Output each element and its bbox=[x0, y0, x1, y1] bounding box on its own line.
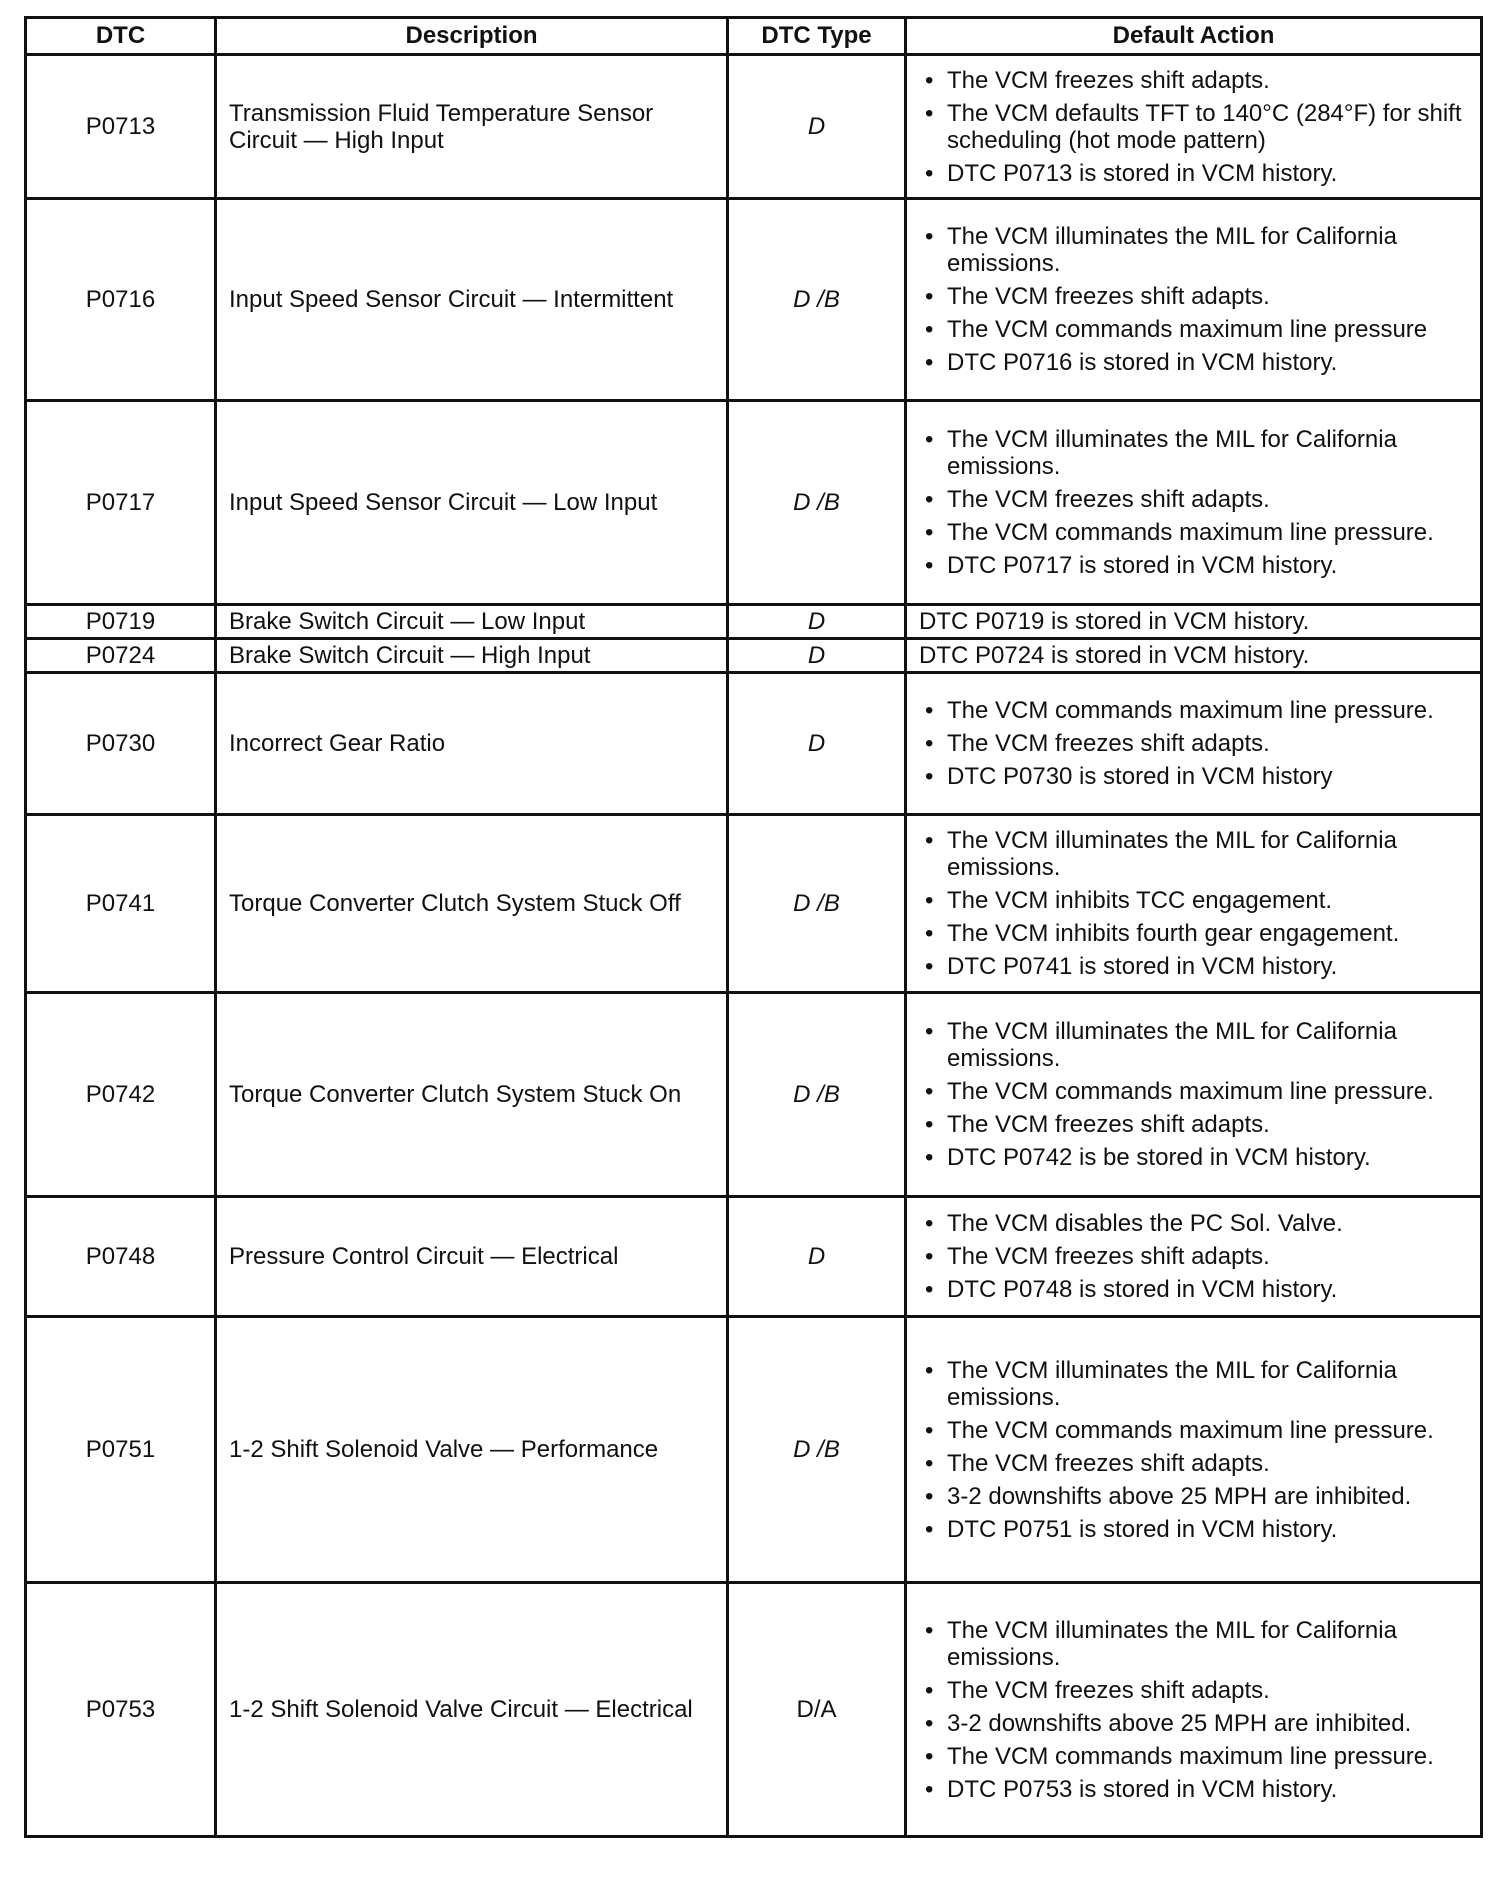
dtc-type: D bbox=[728, 605, 906, 639]
dtc-description: Torque Converter Clutch System Stuck On bbox=[216, 993, 728, 1197]
action-item: • 3-2 downshifts above 25 MPH are inhibited. bbox=[947, 1710, 1472, 1737]
dtc-code: P0716 bbox=[26, 199, 216, 401]
dtc-type: D /B bbox=[728, 401, 906, 605]
table-row bbox=[26, 605, 1482, 639]
default-action bbox=[906, 815, 1482, 993]
action-item: • The VCM freezes shift adapts. bbox=[947, 486, 1472, 513]
dtc-type: D /B bbox=[728, 993, 906, 1197]
action-item: • The VCM freezes shift adapts. bbox=[947, 67, 1472, 94]
action-item: • The VCM illuminates the MIL for California emissions. bbox=[947, 1357, 1472, 1411]
default-action: DTC P0724 is stored in VCM history. bbox=[906, 639, 1482, 673]
dtc-code: P0719 bbox=[26, 605, 216, 639]
default-action bbox=[906, 199, 1482, 401]
action-list bbox=[917, 1210, 1472, 1303]
action-item: • The VCM commands maximum line pressure. bbox=[947, 1743, 1472, 1770]
action-item: • The VCM inhibits fourth gear engagement. bbox=[947, 920, 1472, 947]
default-action: DTC P0719 is stored in VCM history. bbox=[906, 605, 1482, 639]
table-row bbox=[26, 673, 1482, 815]
action-item: • DTC P0717 is stored in VCM history. bbox=[947, 552, 1472, 579]
dtc-code: P0742 bbox=[26, 993, 216, 1197]
default-action bbox=[906, 993, 1482, 1197]
action-item: • The VCM illuminates the MIL for California emissions. bbox=[947, 1617, 1472, 1671]
default-action bbox=[906, 1317, 1482, 1583]
action-item: • The VCM commands maximum line pressure bbox=[947, 316, 1472, 343]
action-list bbox=[917, 426, 1472, 579]
dtc-type: D bbox=[728, 639, 906, 673]
dtc-type: D /B bbox=[728, 815, 906, 993]
header-default-action: Default Action bbox=[906, 18, 1482, 55]
action-item: • The VCM illuminates the MIL for California emissions. bbox=[947, 1018, 1472, 1072]
dtc-code: P0713 bbox=[26, 55, 216, 199]
default-action bbox=[906, 1197, 1482, 1317]
dtc-code: P0724 bbox=[26, 639, 216, 673]
dtc-type: D bbox=[728, 1197, 906, 1317]
dtc-code: P0748 bbox=[26, 1197, 216, 1317]
action-item: • DTC P0713 is stored in VCM history. bbox=[947, 160, 1472, 187]
header-description: Description bbox=[216, 18, 728, 55]
dtc-description: Brake Switch Circuit — Low Input bbox=[216, 605, 728, 639]
dtc-table bbox=[24, 16, 1483, 1838]
dtc-description: Brake Switch Circuit — High Input bbox=[216, 639, 728, 673]
action-item: • The VCM illuminates the MIL for California emissions. bbox=[947, 426, 1472, 480]
action-item: • The VCM illuminates the MIL for California emissions. bbox=[947, 223, 1472, 277]
table-row bbox=[26, 199, 1482, 401]
dtc-description: Torque Converter Clutch System Stuck Off bbox=[216, 815, 728, 993]
action-item: • DTC P0730 is stored in VCM history bbox=[947, 763, 1472, 790]
dtc-description: Input Speed Sensor Circuit — Intermittent bbox=[216, 199, 728, 401]
action-item: • The VCM commands maximum line pressure. bbox=[947, 697, 1472, 724]
action-item: • The VCM commands maximum line pressure. bbox=[947, 519, 1472, 546]
dtc-description: 1-2 Shift Solenoid Valve — Performance bbox=[216, 1317, 728, 1583]
table-row bbox=[26, 55, 1482, 199]
dtc-type: D bbox=[728, 55, 906, 199]
action-item: • The VCM illuminates the MIL for California emissions. bbox=[947, 827, 1472, 881]
dtc-code: P0741 bbox=[26, 815, 216, 993]
dtc-code: P0751 bbox=[26, 1317, 216, 1583]
action-item: • The VCM inhibits TCC engagement. bbox=[947, 887, 1472, 914]
action-item: • The VCM freezes shift adapts. bbox=[947, 730, 1472, 757]
dtc-code: P0717 bbox=[26, 401, 216, 605]
dtc-description: Input Speed Sensor Circuit — Low Input bbox=[216, 401, 728, 605]
action-item: • The VCM freezes shift adapts. bbox=[947, 1111, 1472, 1138]
action-list bbox=[917, 1357, 1472, 1543]
dtc-code: P0753 bbox=[26, 1583, 216, 1837]
action-item: • The VCM freezes shift adapts. bbox=[947, 283, 1472, 310]
table-row bbox=[26, 1583, 1482, 1837]
dtc-type: D bbox=[728, 673, 906, 815]
dtc-description: Pressure Control Circuit — Electrical bbox=[216, 1197, 728, 1317]
table-row bbox=[26, 639, 1482, 673]
action-list bbox=[917, 223, 1472, 376]
action-item: • DTC P0741 is stored in VCM history. bbox=[947, 953, 1472, 980]
default-action bbox=[906, 55, 1482, 199]
dtc-description: Transmission Fluid Temperature Sensor Circuit — High Input bbox=[216, 55, 728, 199]
action-item: • The VCM commands maximum line pressure. bbox=[947, 1417, 1472, 1444]
table-row bbox=[26, 401, 1482, 605]
table-row bbox=[26, 815, 1482, 993]
action-item: • The VCM defaults TFT to 140°C (284°F) for shift scheduling (hot mode pattern) bbox=[947, 100, 1472, 154]
table-header-row bbox=[26, 18, 1482, 55]
action-item: • DTC P0716 is stored in VCM history. bbox=[947, 349, 1472, 376]
action-item: • 3-2 downshifts above 25 MPH are inhibited. bbox=[947, 1483, 1472, 1510]
default-action bbox=[906, 401, 1482, 605]
action-item: • DTC P0748 is stored in VCM history. bbox=[947, 1276, 1472, 1303]
action-item: • The VCM commands maximum line pressure. bbox=[947, 1078, 1472, 1105]
dtc-type: D /B bbox=[728, 1317, 906, 1583]
table-row bbox=[26, 993, 1482, 1197]
action-item: • The VCM disables the PC Sol. Valve. bbox=[947, 1210, 1472, 1237]
action-item: • The VCM freezes shift adapts. bbox=[947, 1450, 1472, 1477]
action-list bbox=[917, 827, 1472, 980]
action-list bbox=[917, 1018, 1472, 1171]
default-action bbox=[906, 673, 1482, 815]
action-list bbox=[917, 697, 1472, 790]
header-dtc-type: DTC Type bbox=[728, 18, 906, 55]
dtc-type: D/A bbox=[728, 1583, 906, 1837]
dtc-code: P0730 bbox=[26, 673, 216, 815]
default-action bbox=[906, 1583, 1482, 1837]
table-row bbox=[26, 1197, 1482, 1317]
action-item: • DTC P0753 is stored in VCM history. bbox=[947, 1776, 1472, 1803]
action-item: • The VCM freezes shift adapts. bbox=[947, 1243, 1472, 1270]
action-list bbox=[917, 67, 1472, 187]
dtc-description: Incorrect Gear Ratio bbox=[216, 673, 728, 815]
action-item: • DTC P0742 is be stored in VCM history. bbox=[947, 1144, 1472, 1171]
table-row bbox=[26, 1317, 1482, 1583]
header-dtc: DTC bbox=[26, 18, 216, 55]
action-item: • DTC P0751 is stored in VCM history. bbox=[947, 1516, 1472, 1543]
action-item: • The VCM freezes shift adapts. bbox=[947, 1677, 1472, 1704]
action-list bbox=[917, 1617, 1472, 1803]
dtc-description: 1-2 Shift Solenoid Valve Circuit — Electrical bbox=[216, 1583, 728, 1837]
dtc-type: D /B bbox=[728, 199, 906, 401]
